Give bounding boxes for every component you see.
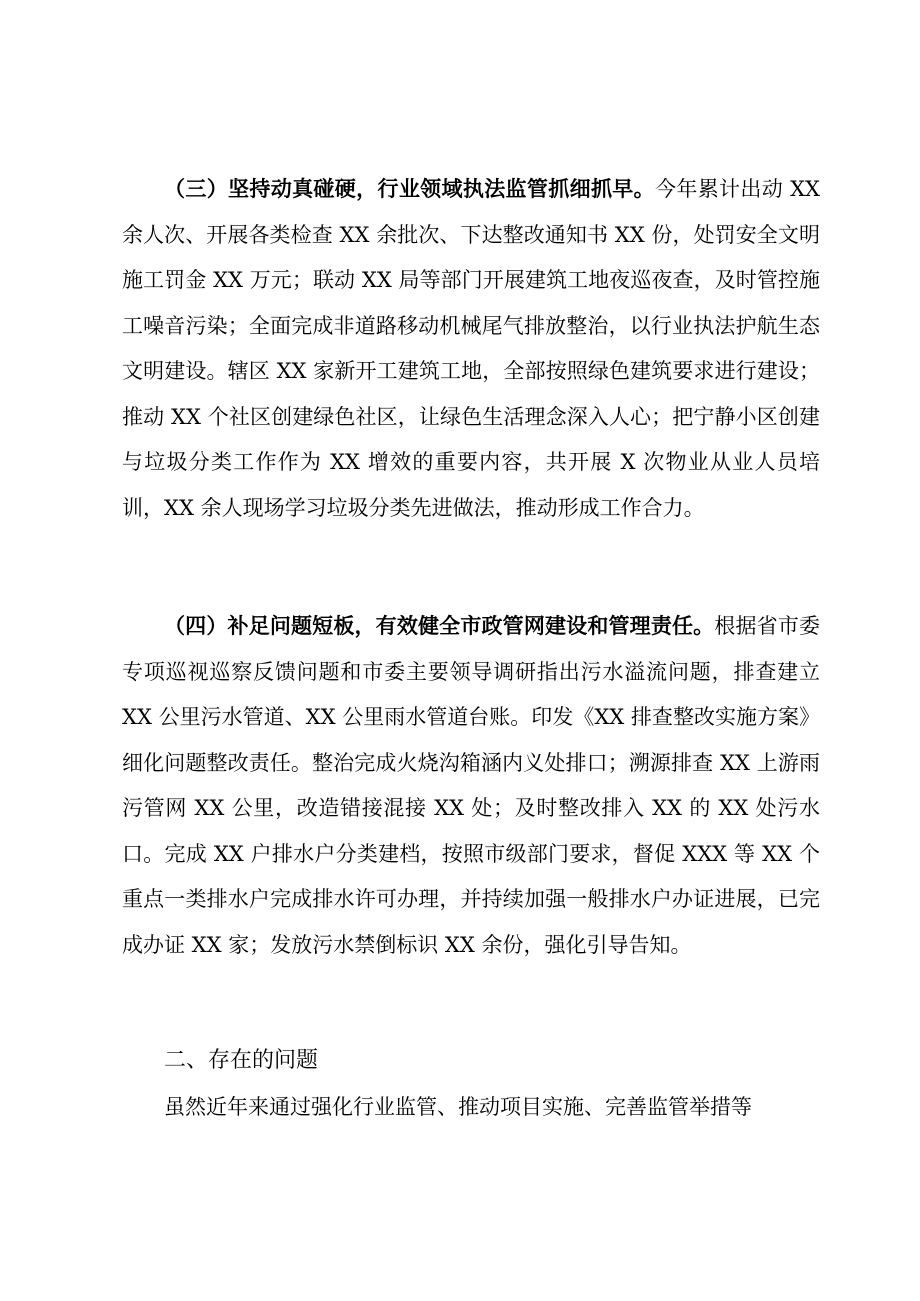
section-3 [122, 166, 820, 531]
last-paragraph-block [122, 1085, 820, 1131]
section-4-paragraph [122, 603, 820, 968]
section-4-body: 根据省市委专项巡视巡察反馈问题和市委主要领导调研指出污水溢流问题，排查建立 XX 公里污水管道、XX 公里雨水管道台账。印发《XX 排查整改实施方案》细化问题整改责任。整治完成火烧沟箱涵内义处排口；溯源排查 XX 上游雨污管网 XX 公里，改造错接混接 XX 处；及时整改排入 XX 的 XX 处污水口。完成 XX 户排水户分类建档，按照市级部门要求，督促 XXX 等 XX 个重点一类排水户完成排水许可办理，并持续加强一般排水户办证进展，已完成办证 XX 家；发放污水禁倒标识 XX 余份，强化引导告知。 [122, 614, 821, 957]
section-3-body: 今年累计出动 XX 余人次、开展各类检查 XX 余批次、下达整改通知书 XX 份，处罚安全文明施工罚金 XX 万元；联动 XX 局等部门开展建筑工地夜巡夜查，及时管控施工噪音污染；全面完成非道路移动机械尾气排放整治，以行业执法护航生态文明建设。辖区 XX 家新开工建筑工地，全部按照绿色建筑要求进行建设；推动 XX 个社区创建绿色社区，让绿色生活理念深入人心；把宁静小区创建与垃圾分类工作作为 XX 增效的重要内容，共开展 X 次物业从业人员培训，XX 余人现场学习垃圾分类先进做法，推动形成工作合力。 [122, 177, 821, 520]
section-heading-block [122, 1038, 820, 1084]
section-heading: 二、存在的问题 [164, 1048, 319, 1073]
last-paragraph: 虽然近年来通过强化行业监管、推动项目实施、完善监管举措等 [164, 1095, 752, 1119]
section-3-lead: （三）坚持动真碰硬，行业领域执法监管抓细抓早。 [164, 176, 655, 201]
section-4-lead: （四）补足问题短板，有效健全市政管网建设和管理责任。 [164, 613, 715, 638]
section-4 [122, 603, 820, 968]
section-3-paragraph [122, 166, 820, 531]
